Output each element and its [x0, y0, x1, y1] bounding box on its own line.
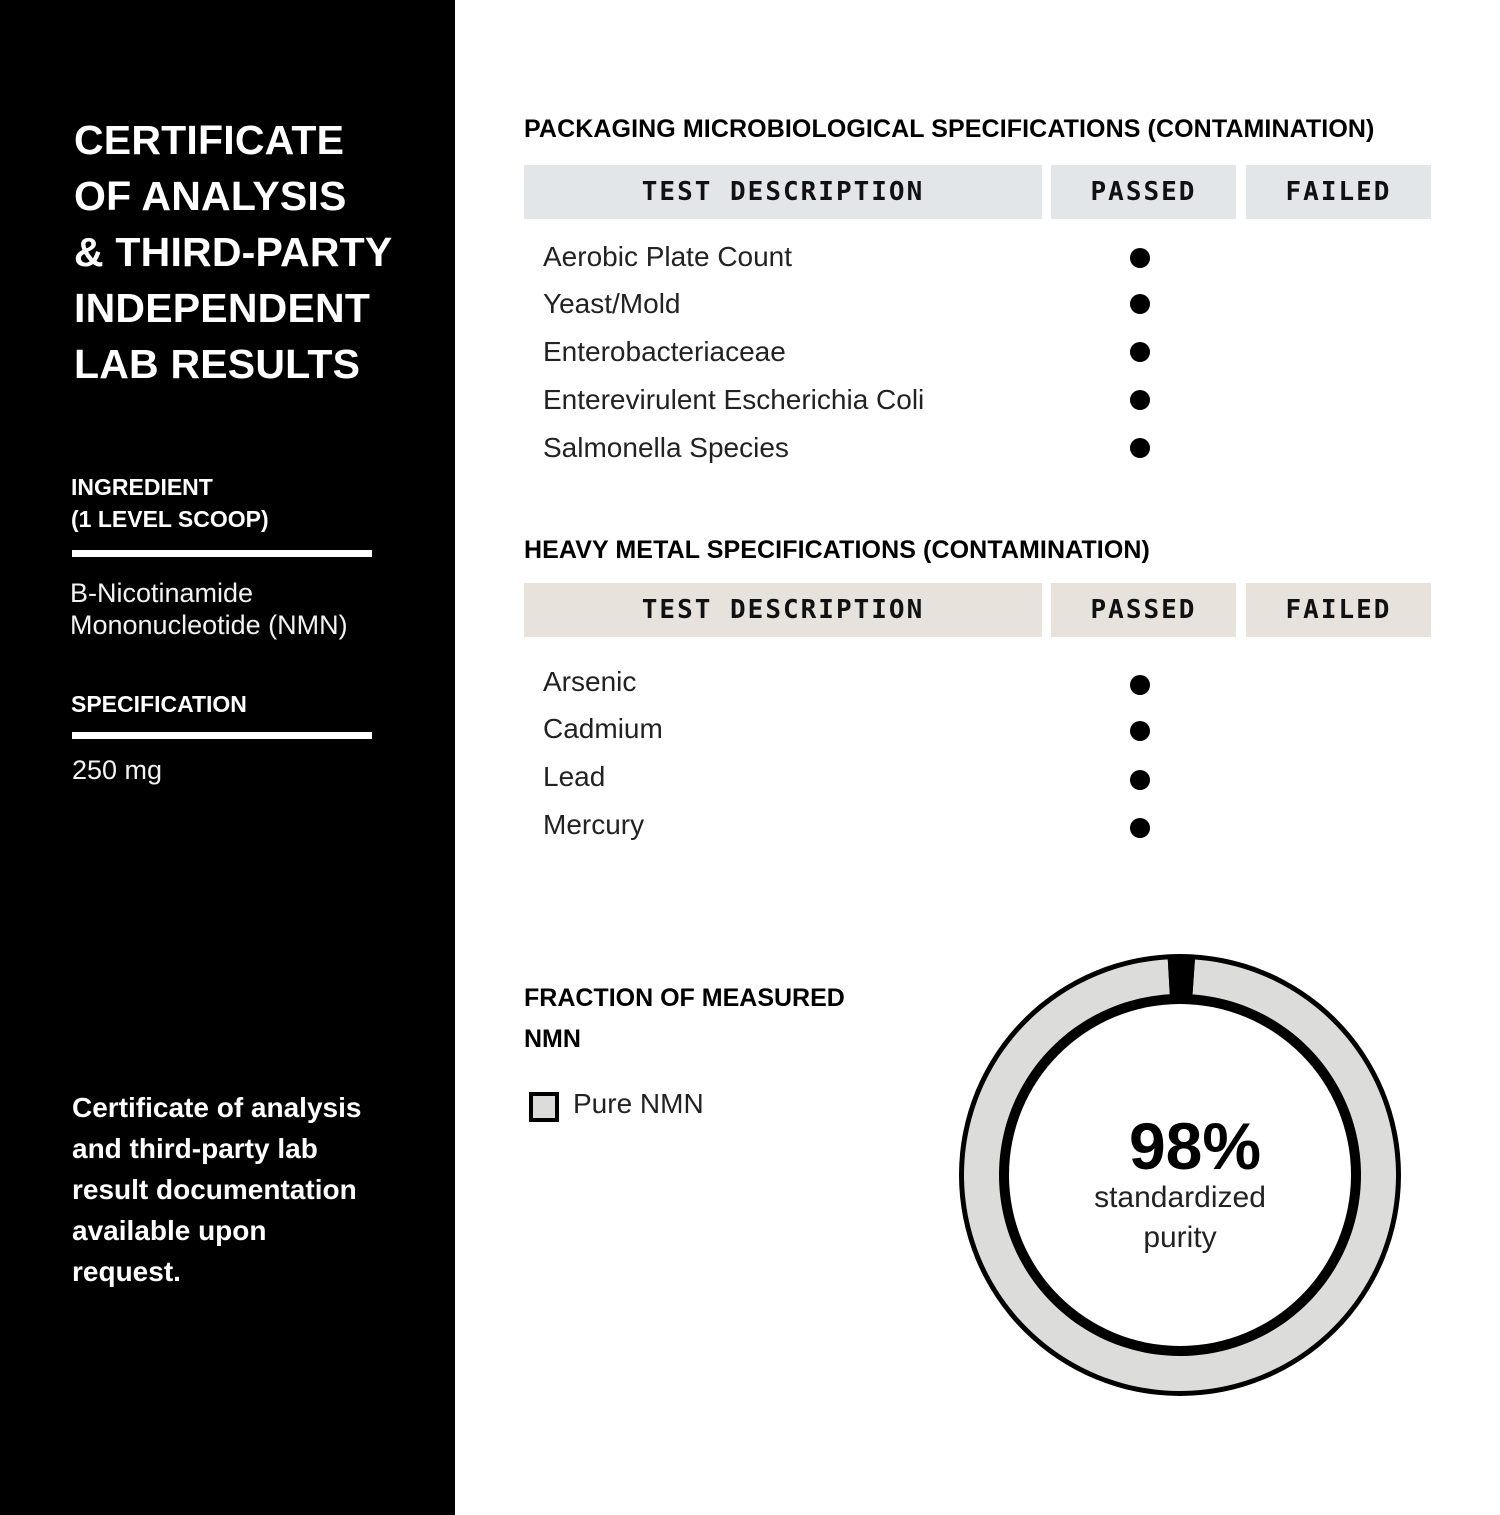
fraction-title [524, 978, 924, 1060]
specification-value: 250 mg [72, 755, 163, 785]
ingredient-value-line: Mononucleotide (NMN) [70, 610, 348, 640]
purity-caption-line: purity [1143, 1221, 1217, 1254]
title-line: CERTIFICATE [74, 117, 345, 163]
metal-row-label: Cadmium [543, 713, 663, 744]
passed-dot [1130, 390, 1150, 410]
purity-caption [1060, 1178, 1300, 1258]
sidebar-panel [0, 0, 455, 1515]
metal-header-description: TEST DESCRIPTION [524, 583, 1042, 637]
passed-dot [1130, 721, 1150, 741]
passed-dot [1130, 675, 1150, 695]
micro-header-failed: FAILED [1246, 165, 1431, 219]
metal-header-failed: FAILED [1246, 583, 1431, 637]
fraction-title-line: NMN [524, 1025, 581, 1053]
purity-caption-line: standardized [1094, 1181, 1266, 1214]
title-line: LAB RESULTS [74, 341, 361, 387]
passed-dot [1130, 818, 1150, 838]
micro-row-label: Enterobacteriaceae [543, 336, 786, 367]
divider [72, 732, 372, 739]
metal-header-passed: PASSED [1051, 583, 1236, 637]
passed-dot [1130, 438, 1150, 458]
ingredient-value [70, 577, 348, 641]
ingredient-label-line: INGREDIENT [71, 474, 213, 500]
availability-note [72, 1087, 402, 1292]
passed-dot [1130, 770, 1150, 790]
passed-dot [1130, 248, 1150, 268]
divider [72, 550, 372, 557]
micro-row-label: Yeast/Mold [543, 288, 681, 319]
note-line: request. [72, 1256, 181, 1287]
ingredient-value-line: B-Nicotinamide [70, 578, 254, 608]
ingredient-label-line: (1 LEVEL SCOOP) [71, 506, 269, 532]
micro-row-label: Aerobic Plate Count [543, 241, 793, 272]
micro-row-label: Enterevirulent Escherichia Coli [543, 384, 925, 415]
specification-label: SPECIFICATION [71, 691, 247, 717]
micro-row-label: Salmonella Species [543, 432, 789, 463]
legend-swatch [529, 1092, 559, 1122]
metal-row-label: Arsenic [543, 666, 637, 697]
fraction-title-line: FRACTION OF MEASURED [524, 984, 845, 1012]
note-line: and third-party lab [72, 1133, 318, 1164]
title-line: & THIRD-PARTY [74, 229, 393, 275]
ingredient-label [71, 471, 269, 535]
note-line: result documentation [72, 1174, 357, 1205]
heavy-metal-title: HEAVY METAL SPECIFICATIONS (CONTAMINATION) [524, 536, 1150, 564]
slice-remainder [1168, 959, 1195, 994]
passed-dot [1130, 342, 1150, 362]
metal-row-label: Lead [543, 761, 606, 792]
note-line: available upon [72, 1215, 267, 1246]
micro-header-passed: PASSED [1051, 165, 1236, 219]
purity-percent: 98% [1128, 1109, 1262, 1183]
page-title [74, 112, 434, 392]
metal-row-label: Mercury [543, 809, 645, 840]
passed-dot [1130, 294, 1150, 314]
legend-label: Pure NMN [573, 1088, 704, 1119]
microbiological-title: PACKAGING MICROBIOLOGICAL SPECIFICATIONS (CONTAMINATION) [524, 115, 1375, 143]
title-line: OF ANALYSIS [74, 173, 347, 219]
title-line: INDEPENDENT [74, 285, 371, 331]
micro-header-description: TEST DESCRIPTION [524, 165, 1042, 219]
note-line: Certificate of analysis [72, 1092, 362, 1123]
